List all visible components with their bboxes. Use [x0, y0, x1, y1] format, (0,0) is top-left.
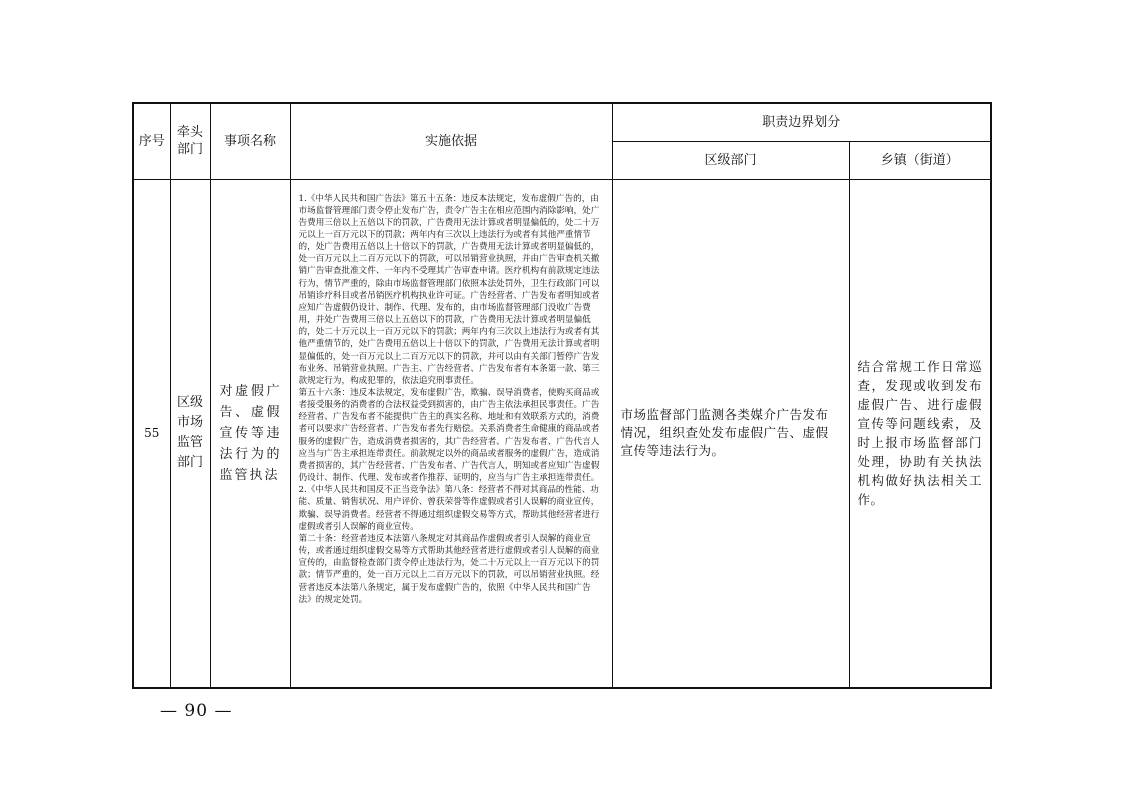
header-lead-dept-text: 牵头部门: [177, 125, 204, 158]
cell-seq: 55: [133, 179, 170, 688]
header-division: 职责边界划分: [612, 103, 991, 141]
header-district: 区级部门: [612, 141, 849, 179]
table-row: [133, 179, 991, 688]
cell-lead-dept: [170, 179, 210, 688]
basis-paragraph-3: 2.《中华人民共和国反不正当竞争法》第八条：经营者不得对其商品的性能、功能、质量、销售状况、用户评价、曾获荣誉等作虚假或者引人误解的商业宣传，欺骗、误导消费者。经营者不得通过组织虚假交易等方式，帮助其他经营者进行虚假或者引人误解的商业宣传。: [298, 485, 600, 532]
cell-district: 市场监督部门监测各类媒介广告发布情况，组织查处发布虚假广告、虚假宣传等违法行为。: [612, 179, 849, 688]
basis-paragraph-2: 第五十六条：违反本法规定，发布虚假广告，欺骗、误导消费者，使购买商品或者接受服务的消费者的合法权益受到损害的，由广告主依法承担民事责任。广告经营者、广告发布者不能提供广告主的真实名称、地址和有效联系方式的，消费者可以要求广告经营者、广告发布者先行赔偿。关系消费者生命健康的商品或者服务的虚假广告，造成消费者损害的，其广告经营者、广告发布者、广告代言人应当与广告主承担连带责任。前款规定以外的商品或者服务的虚假广告，造成消费者损害的，其广告经营者、广告发布者、广告代言人，明知或者应知广告虚假仍设计、制作、代理、发布或者作推荐、证明的，应当与广告主承担连带责任。: [298, 388, 600, 484]
responsibility-table: [132, 102, 992, 689]
cell-lead-dept-text: 区级市场监管部门: [177, 395, 204, 471]
basis-paragraph-4: 第二十条：经营者违反本法第八条规定对其商品作虚假或者引人误解的商业宣传，或者通过组织虚假交易等方式帮助其他经营者进行虚假或者引人误解的商业宣传的，由监督检查部门责令停止违法行为，处二十万元以上一百万元以下的罚款；情节严重的，处一百万元以上二百万元以下的罚款，可以吊销营业执照。经营者违反本法第八条规定，属于发布虚假广告的，依照《中华人民共和国广告法》的规定处罚。: [298, 533, 600, 605]
cell-basis: [290, 179, 612, 688]
page-number: — 90 —: [160, 701, 233, 721]
header-basis: 实施依据: [290, 103, 612, 179]
basis-paragraph-1: 1.《中华人民共和国广告法》第五十五条：违反本法规定，发布虚假广告的，由市场监督管理部门责令停止发布广告，责令广告主在相应范围内消除影响，处广告费用三倍以上五倍以下的罚款，广告费用无法计算或者明显偏低的，处二十万元以上一百万元以下的罚款；两年内有三次以上违法行为或者有其他严重情节的，处广告费用五倍以上十倍以下的罚款，广告费用无法计算或者明显偏低的，处一百万元以上二百万元以下的罚款，可以吊销营业执照，并由广告审查机关撤销广告审查批准文件、一年内不受理其广告审查申请。医疗机构有前款规定违法行为，情节严重的，除由市场监督管理部门依照本法处罚外，卫生行政部门可以吊销诊疗科目或者吊销医疗机构执业许可证。广告经营者、广告发布者明知或者应知广告虚假仍设计、制作、代理、发布的，由市场监督管理部门没收广告费用，并处广告费用三倍以上五倍以下的罚款，广告费用无法计算或者明显偏低的，处二十万元以上一百万元以下的罚款；两年内有三次以上违法行为或者有其他严重情节的，处广告费用五倍以上十倍以下的罚款，广告费用无法计算或者明显偏低的，处一百万元以上二百万元以下的罚款，并可以由有关部门暂停广告发布业务、吊销营业执照。广告主、广告经营者、广告发布者有本条第一款、第三款规定行为，构成犯罪的，依法追究刑事责任。: [298, 193, 600, 386]
header-item-name: 事项名称: [210, 103, 290, 179]
cell-town: 结合常规工作日常巡查，发现或收到发布虚假广告、进行虚假宣传等问题线索，及时上报市场监督部门处理，协助有关执法机构做好执法相关工作。: [849, 179, 991, 688]
cell-item-name: 对虚假广告、虚假宣传等违法行为的监管执法: [210, 179, 290, 688]
header-lead-dept: [170, 103, 210, 179]
header-town: 乡镇（街道）: [849, 141, 991, 179]
header-seq: 序号: [133, 103, 170, 179]
